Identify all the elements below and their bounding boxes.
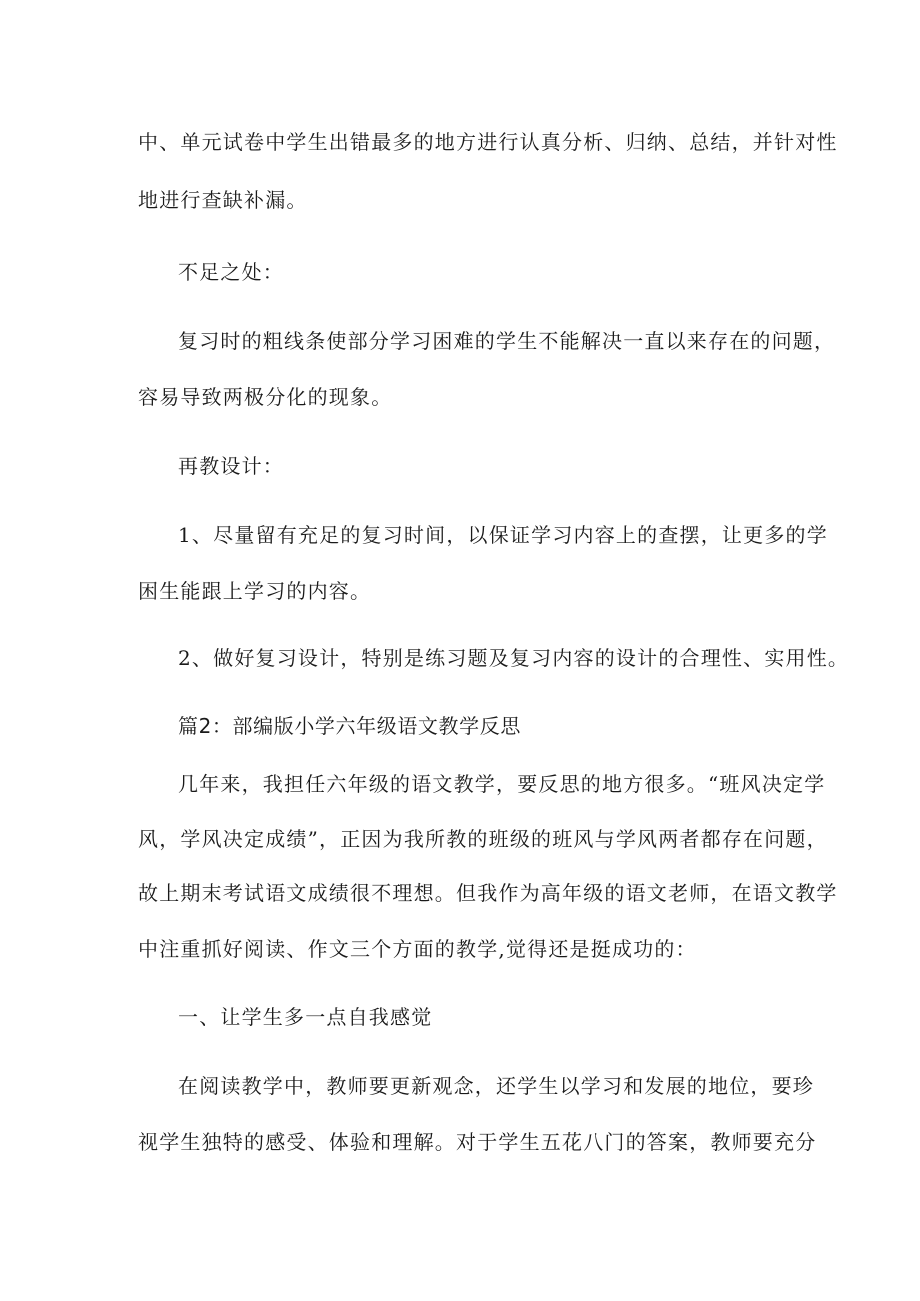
section-label: 再教设计： (178, 454, 284, 478)
paragraph-line: 复习时的粗线条使部分学习困难的学生不能解决一直以来存在的问题， (178, 329, 836, 353)
paragraph-line: 地进行查缺补漏。 (138, 188, 308, 212)
section-label: 不足之处： (178, 260, 284, 284)
article-heading: 篇2：部编版小学六年级语文教学反思 (178, 714, 521, 738)
paragraph-line: 容易导致两极分化的现象。 (138, 385, 393, 409)
section-heading: 一、让学生多一点自我感觉 (178, 1005, 433, 1029)
list-item: 1、尽量留有充足的复习时间，以保证学习内容上的查摆，让更多的学 (178, 523, 828, 547)
paragraph-line: 中注重抓好阅读、作文三个方面的教学,觉得还是挺成功的： (138, 937, 697, 961)
paragraph-line: 视学生独特的感受、体验和理解。对于学生五花八门的答案，教师要充分 (138, 1130, 817, 1154)
paragraph-line: 几年来，我担任六年级的语文教学，要反思的地方很多。“班风决定学 (178, 772, 826, 796)
paragraph-line: 故上期末考试语文成绩很不理想。但我作为高年级的语文老师，在语文教学 (138, 881, 838, 905)
paragraph-line: 在阅读教学中，教师要更新观念，还学生以学习和发展的地位，要珍 (178, 1074, 814, 1098)
list-item: 2、做好复习设计，特别是练习题及复习内容的设计的合理性、实用性。 (178, 646, 850, 670)
paragraph-line: 中、单元试卷中学生出错最多的地方进行认真分析、归纳、总结，并针对性 (138, 130, 838, 154)
paragraph-line: 困生能跟上学习的内容。 (138, 579, 372, 603)
paragraph-line: 风，学风决定成绩”，正因为我所教的班级的班风与学风两者都存在问题， (138, 827, 828, 851)
